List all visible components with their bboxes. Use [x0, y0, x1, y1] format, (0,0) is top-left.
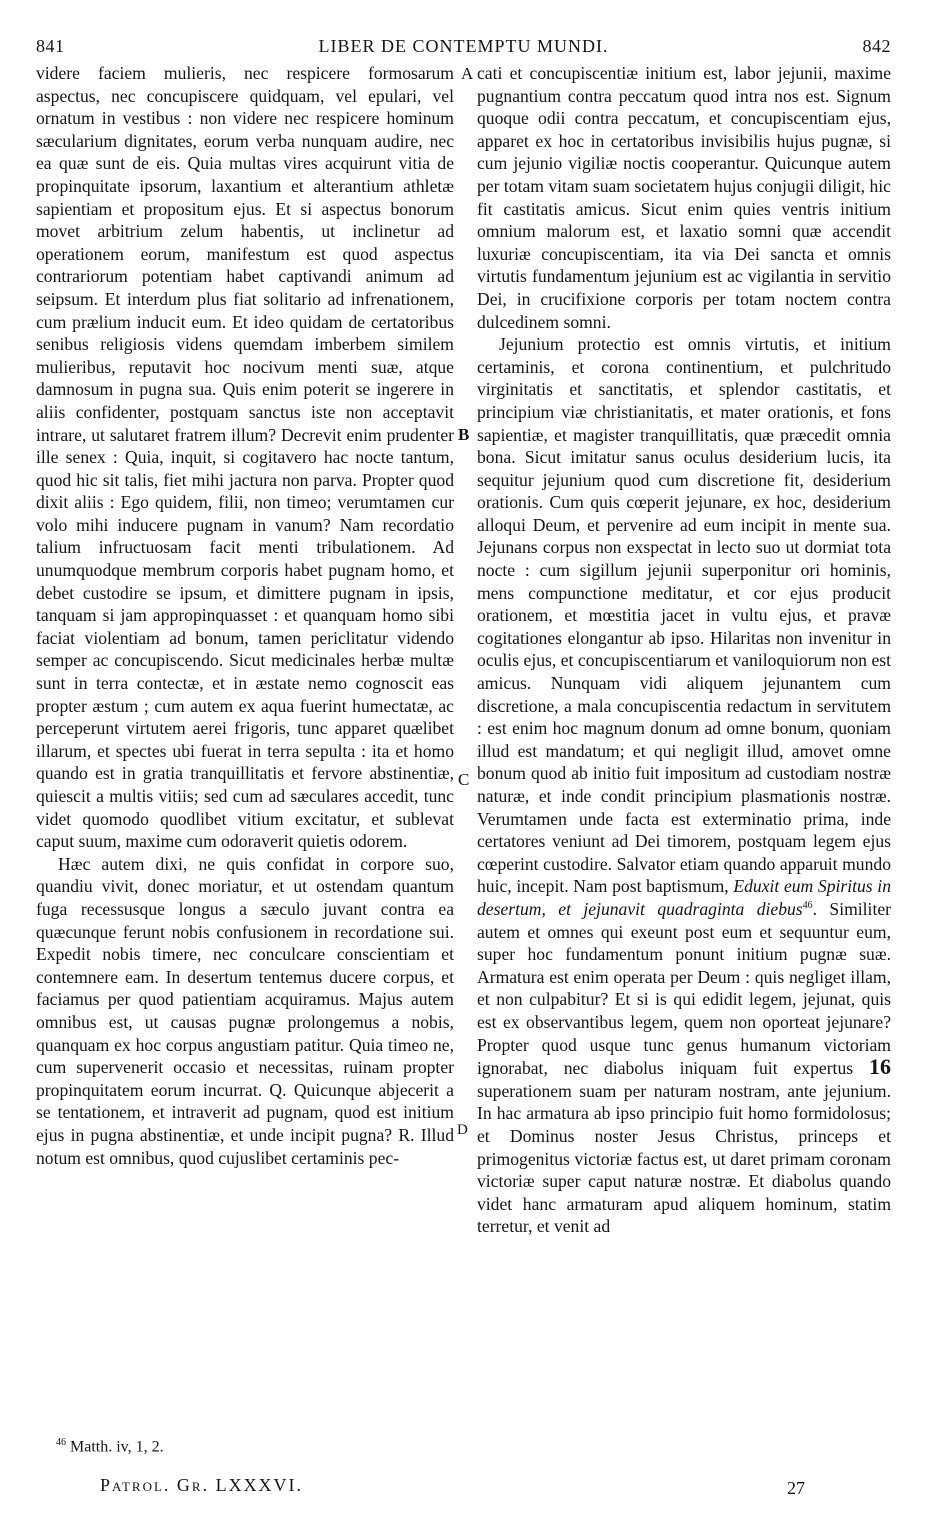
margin-marker-b: B	[458, 425, 470, 444]
paragraph-text: Hæc autem dixi, ne quis confidat in corpore suo, quandiu vivit, donec moriatur, et ut ostendam quantum fuga recessusque longus a sæculo juvant contra ea quæcunque ferunt nobis confusionem in recordatione sui. Expedit nobis timere, nec conculcare conscientiam et contemnere eam. In desertum tentemus ducere corpus, et faciamus per quod patientiam acquiramus. Majus autem omnibus est, ut causas pugnæ prolongemus a nobis, quanquam ex hoc corpus angustiam patitur. Quia timeo ne, cum supervenerit occasio et necessitas, ruinam propter propinquitatem eorum incurrat. Q. Quicunque abjecerit a se tentationem, et intraverit ad pugnam, quod est initium ejus in pugna abstinentiæ, et unde incipit pugna? R. Illud notum est omnibus, quod cujuslibet certaminis pec-	[36, 853, 454, 1168]
footnote-number: 46	[56, 1437, 66, 1448]
line-number-marker: 16	[869, 1054, 891, 1080]
paragraph-text: cati et concupiscentiæ initium est, labor jejunii, maxime pugnantium contra peccatum quod intra nos est. Signum quoque odii contra peccatum, et concupiscentiam ejus, apparet ex hoc in certatoribus invisibilis hujus pugnæ, si cum jejunio vigiliæ noctis cooperantur. Quicunque autem per totam vitam suam societatem hujus conjugii diligit, hic fit castitatis amicus. Sicut enim quies ventris initium omnium malorum est, et laxatio somni quæ accendit luxuriæ concupiscentiam, ita via Dei sancta et omnis virtutis fundamentum jejunium est ac vigilantia in servitio Dei, in crucifixione corporis per totam noctem contra dulcedinem somni.	[477, 63, 891, 332]
paragraph	[477, 333, 891, 1238]
footnote	[56, 1437, 164, 1456]
right-column-number: 842	[862, 36, 891, 56]
paragraph	[477, 62, 891, 333]
footnote-reference: 46	[802, 900, 813, 912]
paragraph-text: videre faciem mulieris, nec respicere formosarum aspectus, nec concupiscere quidquam, vel epulari, vel ornatum in vestibus : non videre nec respicere hominum sæcularium dignitates, eorum verba nunquam audire, nec ea quæ sunt de eis. Quia multas vires acquirunt vitia de propinquitate ipsorum, laxantium et alterantium athletæ sapientiam et propositum ejus. Et si aspectus bonorum movet arbitrium zelum habentis, ut inclinetur ad operationem eorum, manifestum est quod aspectus contrariorum potentiam habet captivandi animum ad seipsum. Et interdum plus fiat solitario ad infrenationem, cum prælium inducit eum. Et ideo quidam de certatoribus senibus religiosis videns quemdam imberbem similem mulieribus, reputavit hoc nocivum menti suæ, atque damnosum in pugna sua. Quis enim poterit se ingerere in aliis confidenter, postquam sanctus iste non acceptavit intrare, ut salutaret fratrem illum? Decrevit enim prudenter ille senex : Quia, inquit, si cogitavero hac nocte tantum, quod hic sit talis, fiet mihi jactura non parva. Propter quod dixit aliis : Ego quidem, filii, non timeo; verumtamen cur volo mihi inducere pugnam in vanum? Nam recordatio talium infructuosam facit menti tribulationem. Ad unumquodque membrum corporis habet pugnam homo, et debet custodire se ipsum, et dimittere pugnam in ipsis, tanquam si jam appropinquasset : et quanquam homo sibi faciat violentiam ad bonum, tamen periclitatur videndo semper ac concupiscendo. Sicut medicinales herbæ multæ sunt in terra contectæ, et in æstate nemo cognoscit eas propter æstum ; cum autem ex aqua fuerint humectatæ, ac perceperunt virtutem aerei frigoris, tunc apparet quælibet illarum, et spectes ubi fuerat in terra sepulta : ita et homo quando est in gratia tranquillitatis et fervore abstinentiæ, quiescit a multis vitiis; sed cum ad sæculares accedit, tunc videt quomodo quodlibet vitium excitatur, et sublevat caput suum, maxime cum odoraverit quietis odorem.	[36, 63, 454, 852]
running-title: LIBER DE CONTEMPTU MUNDI.	[318, 36, 609, 56]
paragraph-text: . Similiter autem et omnes qui exeunt post eum et sequuntur eum, super hoc fundamentum ponunt initium pugnæ suæ. Armatura est enim operata per Deum : quis negliget illam, et non culpabitur? Et si is qui edidit legem, jejunat, quis est ex observantibus legem, quem non oporteat jejunare? Propter quod usque tunc genus humanum victoriam ignorabat, nec diabolus iniquam fuit expertus	[477, 898, 892, 1079]
scripture-quotation: Eduxit eum Spiritus in desertum, et jejunavit quadraginta diebus	[477, 876, 891, 919]
margin-marker-d: D	[457, 1122, 468, 1138]
paragraph-text: superationem suam per naturam nostram, ante jejunium. In hac armatura ab ipso principio fuit homo formidolosus; et Dominus noster Jesus Christus, princeps et primogenitus victoriæ factus est, ut daret primam coronam victoriæ super caput naturæ nostræ. Et diabolus quando videt hanc armaturam apud aliquem hominum, statim terretur, et venit ad	[477, 1080, 891, 1237]
paragraph-text: Jejunium protectio est omnis virtutis, et initium certaminis, et corona continentium, et pulchritudo virginitatis et sanctitatis, et splendor castitatis, et principium viæ christianitatis, et mater orationis, et fons sapientiæ, et magister tranquillitatis, quæ præcedit omnia bona. Sicut imitatur sanus oculus desiderium lucis, ita sequitur jejunium quod cum discretione fit, desiderium orationis. Cum quis cœperit jejunare, ex hoc, desiderium alloqui Deum, et pervenire ad eum incipit in mente sua. Jejunans corpus non exspectat in lecto suo ut dormiat tota nocte : cum sigillum jejunii superponitur ori hominis, mens compunctione meditatur, et cor ejus producit orationem, et mœstitia jacet in vultu ejus, et pravæ cogitationes elongantur ab ipso. Hilaritas non invenitur in oculis ejus, et concupiscentiarum et vaniloquiorum non est amicus. Nunquam vidi aliquem jejunantem cum discretione, a mala concupiscentia redactum in servitutem : est enim hoc magnum donum ad omne bonum, quoniam illud est mandatum; et qui negligit illud, amovet omne bonum quod ab initio fuit impositum ad custodiam nostræ naturæ, et inde condit principium plasmationis nostræ. Verumtamen unde facta est exterminatio prima, inde certatores veniunt ad Dei timorem, postquam legem ejus cœperint custodire. Salvator etiam quando apparuit mundo huic, incepit. Nam post baptismum,	[477, 334, 891, 897]
left-column	[36, 62, 454, 1169]
margin-marker-c: C	[458, 770, 470, 789]
footnote-text: Matth. iv, 1, 2.	[66, 1438, 164, 1456]
signature-mark: Patrol. Gr. LXXXVI.	[100, 1475, 304, 1495]
running-header	[36, 36, 891, 60]
right-column	[477, 62, 891, 1238]
margin-marker-a: A	[461, 64, 474, 83]
left-column-number: 841	[36, 36, 65, 56]
paragraph	[36, 853, 454, 1169]
paragraph	[36, 62, 454, 853]
folio-number: 27	[787, 1478, 805, 1498]
